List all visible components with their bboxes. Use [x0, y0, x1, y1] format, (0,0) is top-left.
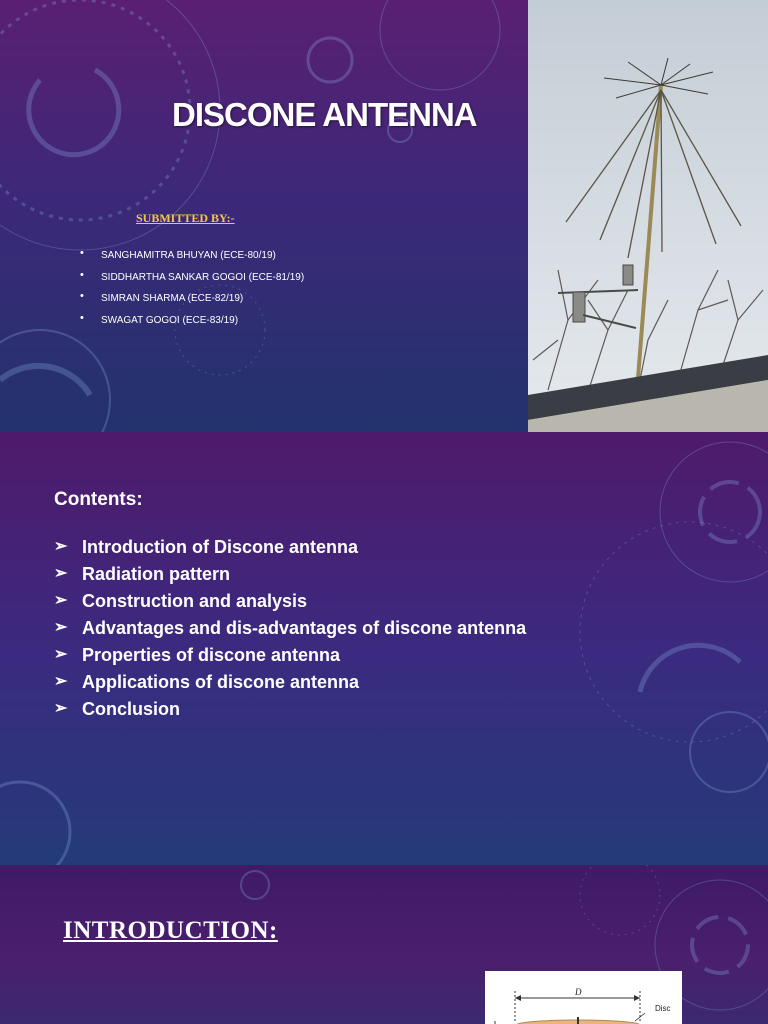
member-name: SWAGAT GOGOI (ECE-83/19)	[101, 314, 239, 326]
list-item	[80, 268, 305, 294]
introduction-heading: INTRODUCTION:	[63, 917, 278, 944]
arrow-bullet-icon: ➢	[54, 646, 68, 663]
arrow-bullet-icon: ➢	[54, 619, 68, 636]
list-item	[54, 617, 526, 644]
contents-item-label: Advantages and dis-advantages of discone antenna	[82, 618, 527, 638]
member-list	[80, 247, 305, 336]
submitted-by-label: SUBMITTED BY:-	[136, 211, 235, 225]
antenna-photo	[528, 0, 768, 432]
list-item	[80, 311, 304, 337]
arrow-bullet-icon: ➢	[54, 700, 68, 717]
contents-item-label: Radiation pattern	[82, 564, 231, 584]
contents-item-label: Conclusion	[82, 699, 180, 719]
list-item	[80, 247, 304, 272]
diagram-part-label: Disc	[655, 1004, 671, 1013]
contents-list	[54, 536, 526, 725]
arrow-bullet-icon: ➢	[54, 565, 68, 582]
contents-heading: Contents:	[54, 489, 143, 510]
member-name: SIMRAN SHARMA (ECE-82/19)	[101, 293, 244, 304]
contents-item-label: Introduction of Discone antenna	[82, 537, 359, 557]
member-name: SIDDHARTHA SANKAR GOGOI (ECE-81/19)	[101, 271, 305, 283]
page-title: DISCONE ANTENNA	[172, 96, 477, 133]
arrow-bullet-icon: ➢	[54, 673, 68, 690]
contents-item-label: Properties of discone antenna	[82, 645, 341, 665]
list-item	[54, 536, 526, 563]
arrow-bullet-icon: ➢	[54, 592, 68, 609]
title-slide	[0, 0, 768, 432]
bullet-icon: •	[80, 311, 84, 324]
bullet-icon: •	[80, 290, 84, 302]
contents-item-label: Construction and analysis	[82, 591, 308, 611]
discone-diagram	[485, 971, 682, 1024]
list-item	[54, 590, 526, 617]
list-item	[54, 671, 526, 698]
list-item	[54, 563, 526, 590]
contents-item-label: Applications of discone antenna	[82, 672, 360, 692]
list-item	[54, 698, 526, 725]
list-item	[80, 290, 304, 315]
bullet-icon: •	[80, 247, 84, 259]
contents-slide	[0, 432, 768, 865]
member-name: SANGHAMITRA BHUYAN (ECE-80/19)	[101, 250, 276, 261]
diagram-dimension-label: D	[575, 987, 582, 997]
arrow-bullet-icon: ➢	[54, 538, 68, 555]
introduction-slide	[0, 865, 768, 1024]
list-item	[54, 644, 526, 671]
bullet-icon: •	[80, 268, 84, 281]
